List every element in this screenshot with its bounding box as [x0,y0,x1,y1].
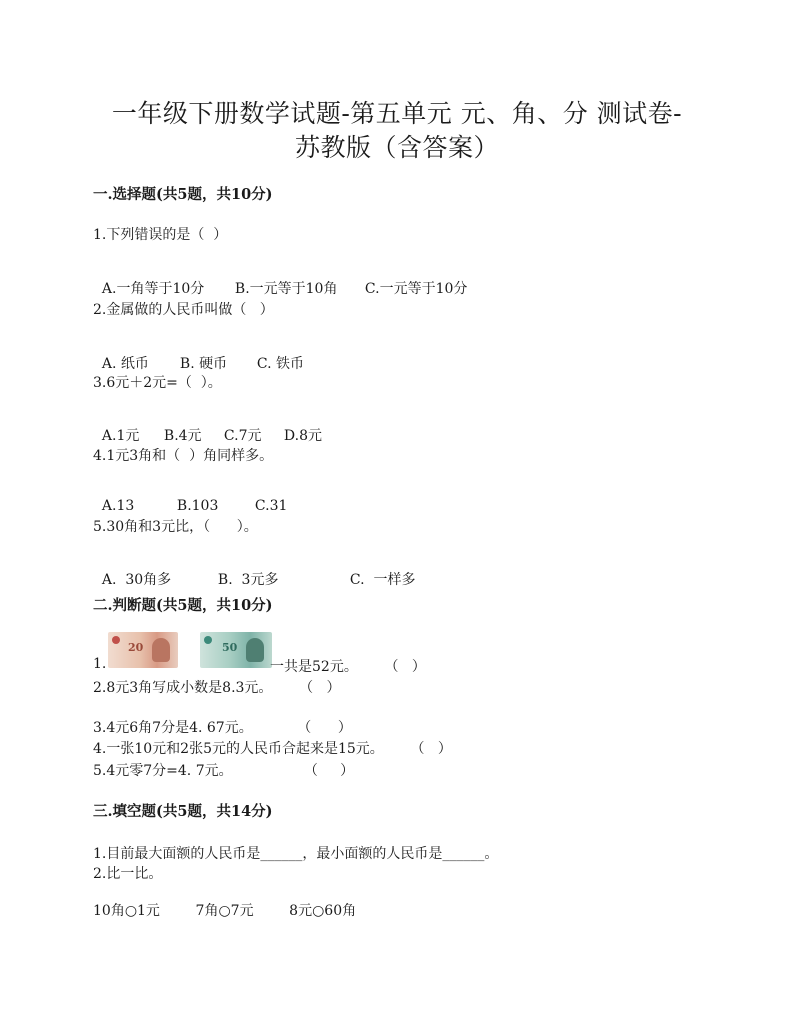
option: C.7元 [223,428,262,444]
banknote-denomination: 50 [222,641,238,654]
emblem-icon [112,636,120,644]
judge-question: 2.8元3角写成小数是8.3元。 （ ） [93,680,341,696]
judge-question: 4.一张10元和2张5元的人民币合起来是15元。 （ ） [93,741,452,757]
question-stem: 5.30角和3元比，（ ）。 [93,519,258,535]
fill-question: 2.比一比。 [93,866,163,882]
option: B.4元 [163,428,202,444]
option: C.一元等于10分 [364,281,468,297]
option: B.103 [176,498,219,514]
section-heading-choice: 一.选择题(共5题，共10分) [93,186,273,203]
fill-question: 1.目前最大面额的人民币是______，最小面额的人民币是______。 [93,846,499,862]
option: A.1元 [101,428,140,444]
judge-question: 3.4元6角7分是4. 67元。 （ ） [93,720,352,736]
option: D.8元 [283,428,322,444]
option: C. 一样多 [349,572,416,588]
banknote-images [108,632,273,670]
question-options [93,553,415,589]
option: B.一元等于10角 [234,281,338,297]
option: B. 硬币 [179,356,228,372]
question-stem: 3.6元＋2元=（ ）。 [93,375,222,391]
option: A. 30角多 [101,572,172,588]
portrait-icon [246,638,264,662]
option: C.31 [254,498,288,514]
title-line-1: 一年级下册数学试题-第五单元 元、角、分 测试卷- [111,99,683,128]
title-line-2: 苏教版（含答案） [294,133,499,162]
emblem-icon [204,636,212,644]
question-options [93,482,287,514]
option: B. 3元多 [217,572,279,588]
judge-question-1-text: 一共是52元。 （ ） [270,659,426,675]
portrait-icon [152,638,170,662]
judge-question: 5.4元零7分=4. 7元。 （ ） [93,763,355,779]
section-heading-fill: 三.填空题(共5题，共14分) [93,803,273,820]
question-stem: 1.下列错误的是（ ） [93,227,228,243]
judge-question-1-prefix: 1. [93,656,107,672]
question-options [93,262,467,298]
option: A.一角等于10分 [101,281,205,297]
question-options [93,409,322,445]
option: C. 铁币 [256,356,305,372]
question-stem: 2.金属做的人民币叫做（ ） [93,302,274,318]
fill-question-compare: 10角○1元 7角○7元 8元○60角 [93,903,357,919]
banknote-20-yuan [108,632,178,668]
option: A.13 [101,498,135,514]
banknote-50-yuan [200,632,272,668]
question-stem: 4.1元3角和（ ）角同样多。 [93,448,274,464]
option: A. 纸币 [101,356,149,372]
question-options [93,337,304,373]
banknote-denomination: 20 [128,641,144,654]
section-heading-judge: 二.判断题(共5题，共10分) [93,597,273,614]
